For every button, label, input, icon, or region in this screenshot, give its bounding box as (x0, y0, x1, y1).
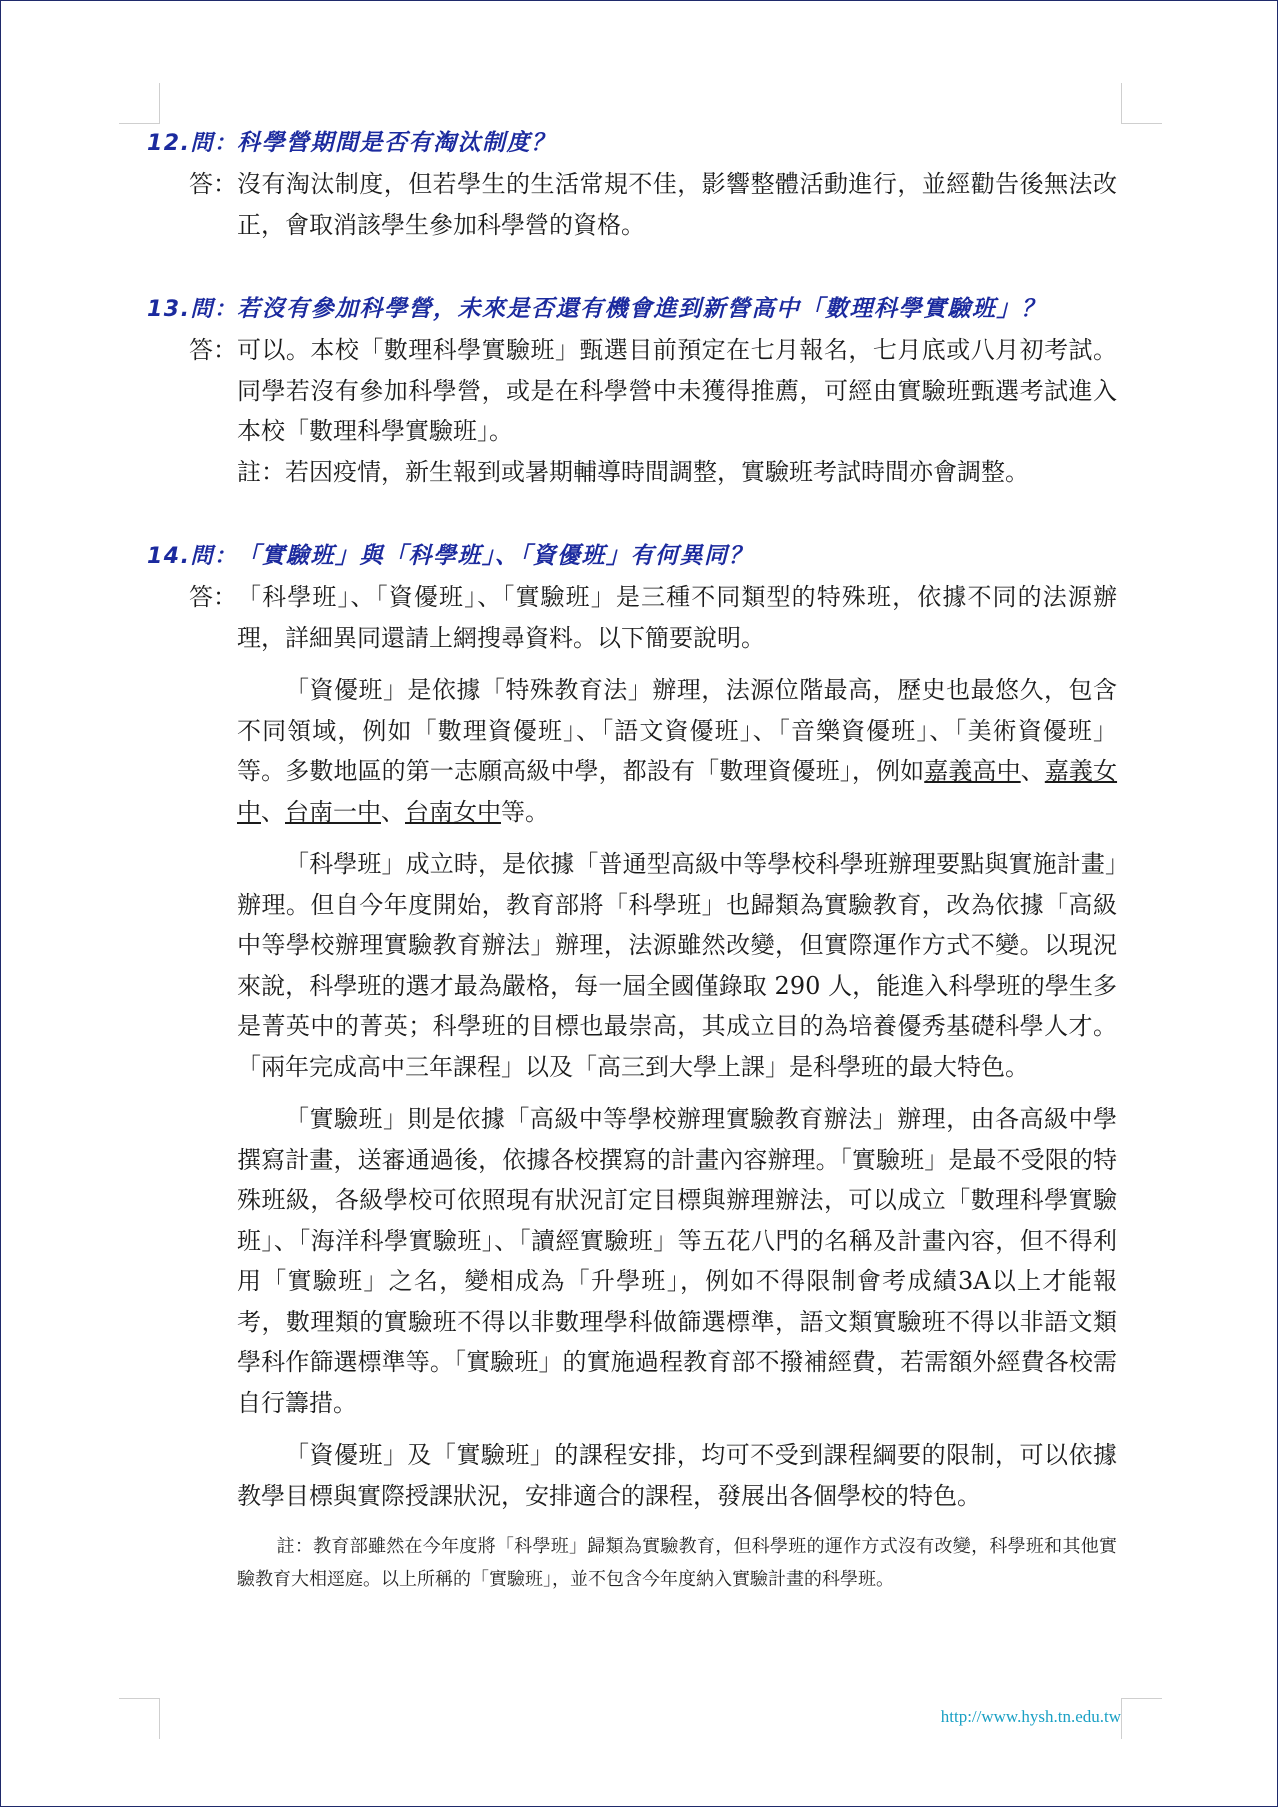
footer-url-link[interactable]: http://www.hysh.tn.edu.tw (940, 1707, 1121, 1726)
school-link[interactable]: 嘉義高中 (924, 757, 1021, 785)
crop-mark-top-right (1121, 83, 1162, 124)
answer-note: 註：若因疫情，新生報到或暑期輔導時間調整，實驗班考試時間亦會調整。 (237, 457, 1029, 486)
paragraph-science-class: 「科學班」成立時，是依據「普通型高級中等學校科學班辦理要點與實施計畫」辦理。但自今年度開始，教育部將「科學班」也歸類為實驗教育，改為依據「高級中等學校辦理實驗教育辦法」辦理，法源雖然改變，但實際運作方式不變。以現況來說，科學班的選才最為嚴格，每一屆全國僅錄取 290 人，能進入科學班的學生多是菁英中的菁英；科學班的目標也最崇高，其成立目的為培養優秀基礎科學人才。「兩年完成高中三年課程」以及「高三到大學上課」是科學班的最大特色。 (237, 850, 1117, 1081)
answer-body (237, 164, 1117, 245)
answer-body (237, 330, 1117, 492)
answer-label: 答： (189, 583, 237, 611)
answer-14 (147, 577, 1117, 1596)
answer-12 (147, 164, 1117, 245)
question-number: 14.問： (147, 544, 238, 569)
question-text: 「實驗班」與「科學班」、「資優班」有何異同？ (237, 543, 753, 569)
question-12 (147, 123, 1117, 164)
question-text: 若沒有參加科學營，未來是否還有機會進到新營高中「數理科學實驗班」？ (237, 296, 1046, 322)
paragraph-experimental-class: 「實驗班」則是依據「高級中等學校辦理實驗教育辦法」辦理，由各高級中學撰寫計畫，送審通過後，依據各校撰寫的計畫內容辦理。「實驗班」是最不受限的特殊班級，各級學校可依照現有狀況訂定目標與辦理辦法，可以成立「數理科學實驗班」、「海洋科學實驗班」、「讀經實驗班」等五花八門的名稱及計畫內容，但不得利用「實驗班」之名，變相成為「升學班」，例如不得限制會考成績3A以上才能報考，數理類的實驗班不得以非數理學科做篩選標準，語文類實驗班不得以非語文類學科作篩選標準等。「實驗班」的實施過程教育部不撥補經費，若需額外經費各校需自行籌措。 (237, 1105, 1117, 1417)
paragraph-curriculum: 「資優班」及「實驗班」的課程安排，均可不受到課程綱要的限制，可以依據教學目標與實際授課狀況，安排適合的課程，發展出各個學校的特色。 (237, 1441, 1117, 1510)
crop-mark-bottom-right (1121, 1698, 1162, 1739)
answer-label: 答： (189, 170, 237, 198)
answer-label: 答： (189, 336, 237, 364)
school-link[interactable]: 台南女中 (405, 797, 501, 826)
question-13 (147, 289, 1117, 330)
question-text: 科學營期間是否有淘汰制度？ (237, 130, 556, 156)
crop-mark-bottom-left (119, 1698, 160, 1739)
school-link[interactable]: 嘉義女中 (237, 757, 1118, 826)
small-note: 註：教育部雖然在今年度將「科學班」歸類為實驗教育，但科學班的運作方式沒有改變，科學班和其他實驗教育大相逕庭。以上所稱的「實驗班」，並不包含今年度納入實驗計畫的科學班。 (237, 1536, 1117, 1590)
answer-text: 「科學班」、「資優班」、「實驗班」是三種不同類型的特殊班，依據不同的法源辦理，詳細異同還請上網搜尋資料。以下簡要說明。 (237, 583, 1117, 652)
paragraph-gifted-class: 「資優班」是依據「特殊教育法」辦理，法源位階最高，歷史也最悠久，包含不同領域，例如「數理資優班」、「語文資優班」、「音樂資優班」、「美術資優班」等。多數地區的第一志願高級中學，都設有「數理資優班」，例如嘉義高中、嘉義女中、台南一中、台南女中等。 (237, 676, 1118, 826)
question-number: 13.問： (147, 297, 238, 322)
crop-mark-top-left (119, 83, 160, 124)
question-14 (147, 536, 1117, 577)
faq-content (147, 123, 1117, 1596)
answer-13 (147, 330, 1117, 492)
answer-text: 可以。本校「數理科學實驗班」甄選目前預定在七月報名，七月底或八月初考試。同學若沒有參加科學營，或是在科學營中未獲得推薦，可經由實驗班甄選考試進入本校「數理科學實驗班」。 (237, 336, 1117, 445)
school-link[interactable]: 台南一中 (285, 797, 381, 826)
answer-text: 沒有淘汰制度，但若學生的生活常規不佳，影響整體活動進行，並經勸告後無法改正，會取消該學生參加科學營的資格。 (237, 170, 1117, 239)
answer-body (237, 577, 1117, 1596)
question-number: 12.問： (147, 131, 238, 156)
